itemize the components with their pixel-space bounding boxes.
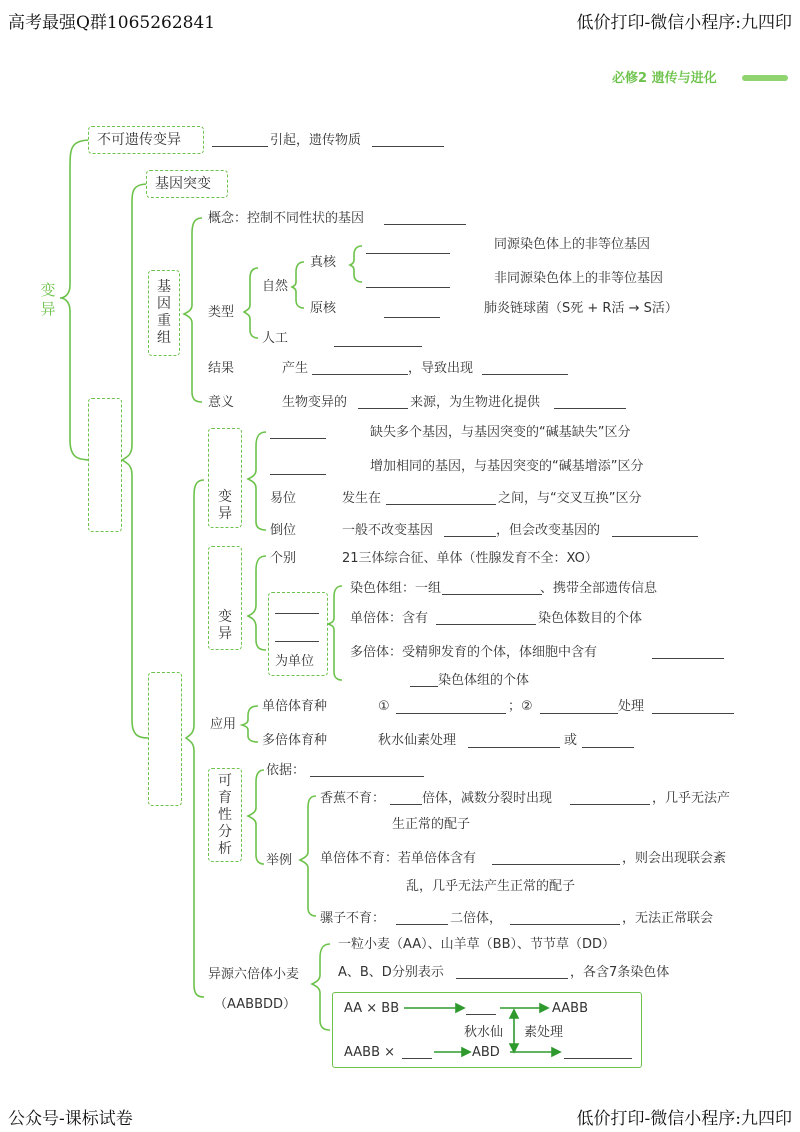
number-indiv-label: 个别 xyxy=(270,551,297,566)
section-tag: 必修2 遗传与进化 xyxy=(612,71,717,86)
recomb-prok-text: 肺炎链球菌（S死 + R活 → S活） xyxy=(484,301,678,316)
struct-r1: 缺失多个基因，与基因突变的“碱基缺失”区分 xyxy=(370,425,631,440)
number-variation-label: 变异 xyxy=(218,609,232,642)
blank xyxy=(396,713,506,714)
blank xyxy=(275,641,319,642)
fert-banana-d: 生正常的配子 xyxy=(392,817,471,832)
blank xyxy=(390,804,422,805)
structural-variation-box xyxy=(208,428,242,528)
fert-banana-a: 香蕉不育： xyxy=(320,791,386,806)
fert-mule-a: 骡子不育： xyxy=(320,911,386,926)
structural-variation-label: 变异 xyxy=(218,489,232,522)
footer-left: 公众号-课标试卷 xyxy=(8,1109,133,1129)
recomb-artificial: 人工 xyxy=(262,331,289,346)
number-set-a: 染色体组：一组 xyxy=(350,581,442,596)
blank xyxy=(366,253,450,254)
gene-recombination-label: 基因重组 xyxy=(157,279,171,346)
recomb-meaning-b: 来源，为生物进化提供 xyxy=(410,395,541,410)
blank xyxy=(612,536,698,537)
fert-banana-c: ，几乎无法产 xyxy=(652,791,731,806)
blank xyxy=(442,594,542,595)
wheat-f4: AABB × xyxy=(344,1045,396,1060)
blank xyxy=(270,474,326,475)
wheat-f3-a: 秋水仙 xyxy=(464,1025,504,1040)
header-right: 低价打印-微信小程序:九四印 xyxy=(576,13,792,33)
gene-recombination-box xyxy=(148,270,180,356)
nonheritable-box xyxy=(88,126,204,154)
blank xyxy=(402,1058,432,1059)
blank xyxy=(468,747,560,748)
blank xyxy=(270,438,326,439)
blank xyxy=(564,1058,632,1059)
blank xyxy=(384,224,466,225)
fertility-analysis-box xyxy=(208,768,242,862)
fert-hap-b: ，则会出现联会紊 xyxy=(622,851,727,866)
fert-examples: 举例 xyxy=(266,853,293,868)
blank xyxy=(275,613,319,614)
recomb-meaning-a: 生物变异的 xyxy=(282,395,348,410)
nonheritable-text: 引起，遗传物质 xyxy=(270,133,362,148)
app-poly-a: 秋水仙素处理 xyxy=(378,733,457,748)
wheat-f5: ABD xyxy=(472,1045,500,1060)
blank xyxy=(652,713,734,714)
app-poly-b: 或 xyxy=(564,733,578,748)
recomb-eukaryote: 真核 xyxy=(310,255,337,270)
number-variation-box xyxy=(208,546,242,650)
app-label: 应用 xyxy=(210,717,237,732)
blank xyxy=(396,924,448,925)
struct-inv-b: ，但会改变基因的 xyxy=(496,523,601,538)
blank xyxy=(570,804,650,805)
fertility-analysis-label: 可育性分析 xyxy=(218,773,232,857)
app-poly-label: 多倍体育种 xyxy=(262,733,328,748)
number-set-b: 、携带全部遗传信息 xyxy=(540,581,658,596)
struct-r2: 增加相同的基因，与基因突变的“碱基增添”区分 xyxy=(370,459,644,474)
blank xyxy=(652,658,724,659)
wheat-f1: AA × BB xyxy=(344,1001,400,1016)
number-unit-label: 为单位 xyxy=(275,654,315,669)
number-haploid-b: 染色体数目的个体 xyxy=(538,611,643,626)
recomb-result-b: ，导致出现 xyxy=(408,361,474,376)
wheat-line2-b: ，各含7条染色体 xyxy=(570,965,670,980)
number-indiv-text: 21三体综合征、单体（性腺发育不全：XO） xyxy=(342,551,598,566)
recomb-euk-2: 非同源染色体上的非等位基因 xyxy=(494,271,664,286)
app-hap-c: 处理 xyxy=(618,699,645,714)
number-poly-a: 多倍体：受精卵发育的个体，体细胞中含有 xyxy=(350,645,598,660)
nonheritable-label: 不可遗传变异 xyxy=(97,132,181,148)
recomb-natural: 自然 xyxy=(262,279,289,294)
blank xyxy=(312,374,408,375)
blank xyxy=(582,747,634,748)
gene-mutation-box xyxy=(146,170,228,198)
blank xyxy=(212,146,268,147)
number-poly-b: 染色体组的个体 xyxy=(438,673,530,688)
blank xyxy=(510,924,620,925)
wheat-line1: 一粒小麦（AA）、山羊草（BB）、节节草（DD） xyxy=(338,937,616,952)
gene-mutation-label: 基因突变 xyxy=(155,176,211,192)
recomb-type-label: 类型 xyxy=(208,305,235,320)
blank xyxy=(466,1014,496,1015)
fert-hap-c: 乱，几乎无法产生正常的配子 xyxy=(406,879,576,894)
fert-basis: 依据： xyxy=(266,763,306,778)
app-hap-a: ① xyxy=(378,699,390,714)
struct-trans-b: 之间，与“交叉互换”区分 xyxy=(498,491,642,506)
footer-right: 低价打印-微信小程序:九四印 xyxy=(576,1109,792,1129)
blank xyxy=(482,374,568,375)
blank xyxy=(358,408,408,409)
blank xyxy=(372,146,444,147)
blank xyxy=(334,346,422,347)
blank xyxy=(492,864,620,865)
wheat-line2-a: A、B、D分别表示 xyxy=(338,965,444,980)
fert-hap-a: 单倍体不育：若单倍体含有 xyxy=(320,851,477,866)
set-unit-box xyxy=(268,592,328,676)
struct-inv-a: 一般不改变基因 xyxy=(342,523,434,538)
recomb-prokaryote: 原核 xyxy=(310,301,337,316)
blank xyxy=(554,408,626,409)
blank xyxy=(366,287,450,288)
recomb-result-a: 产生 xyxy=(282,361,309,376)
fert-mule-b: 二倍体， xyxy=(450,911,503,926)
fert-banana-b: 倍体，减数分裂时出现 xyxy=(422,791,553,806)
blank xyxy=(456,978,568,979)
struct-trans-a: 发生在 xyxy=(342,491,382,506)
blank xyxy=(384,317,440,318)
struct-inv-label: 倒位 xyxy=(270,523,297,538)
blank xyxy=(410,686,438,687)
blank xyxy=(540,713,618,714)
wheat-f2: AABB xyxy=(552,1001,588,1016)
wheat-label-a: 异源六倍体小麦 xyxy=(208,967,300,982)
blank xyxy=(444,536,496,537)
wheat-label-b: （AABBDD） xyxy=(214,997,297,1012)
fert-mule-c: ，无法正常联会 xyxy=(622,911,714,926)
recomb-result-label: 结果 xyxy=(208,361,235,376)
blank xyxy=(310,776,424,777)
recomb-euk-1: 同源染色体上的非等位基因 xyxy=(494,237,651,252)
app-hap-label: 单倍体育种 xyxy=(262,699,328,714)
recomb-meaning-label: 意义 xyxy=(208,395,235,410)
app-hap-b: ；② xyxy=(508,699,533,714)
chromosome-variation-box xyxy=(88,398,122,532)
root-label: 变异 xyxy=(40,281,56,318)
blank xyxy=(436,624,536,625)
header-left: 高考最强Q群1065262841 xyxy=(8,13,216,33)
blank xyxy=(386,504,496,505)
struct-trans-label: 易位 xyxy=(270,491,297,506)
wheat-f3-b: 素处理 xyxy=(524,1025,564,1040)
chromosome-variation-box-2 xyxy=(148,672,182,806)
number-haploid-a: 单倍体：含有 xyxy=(350,611,429,626)
recomb-concept: 概念：控制不同性状的基因 xyxy=(208,211,365,226)
